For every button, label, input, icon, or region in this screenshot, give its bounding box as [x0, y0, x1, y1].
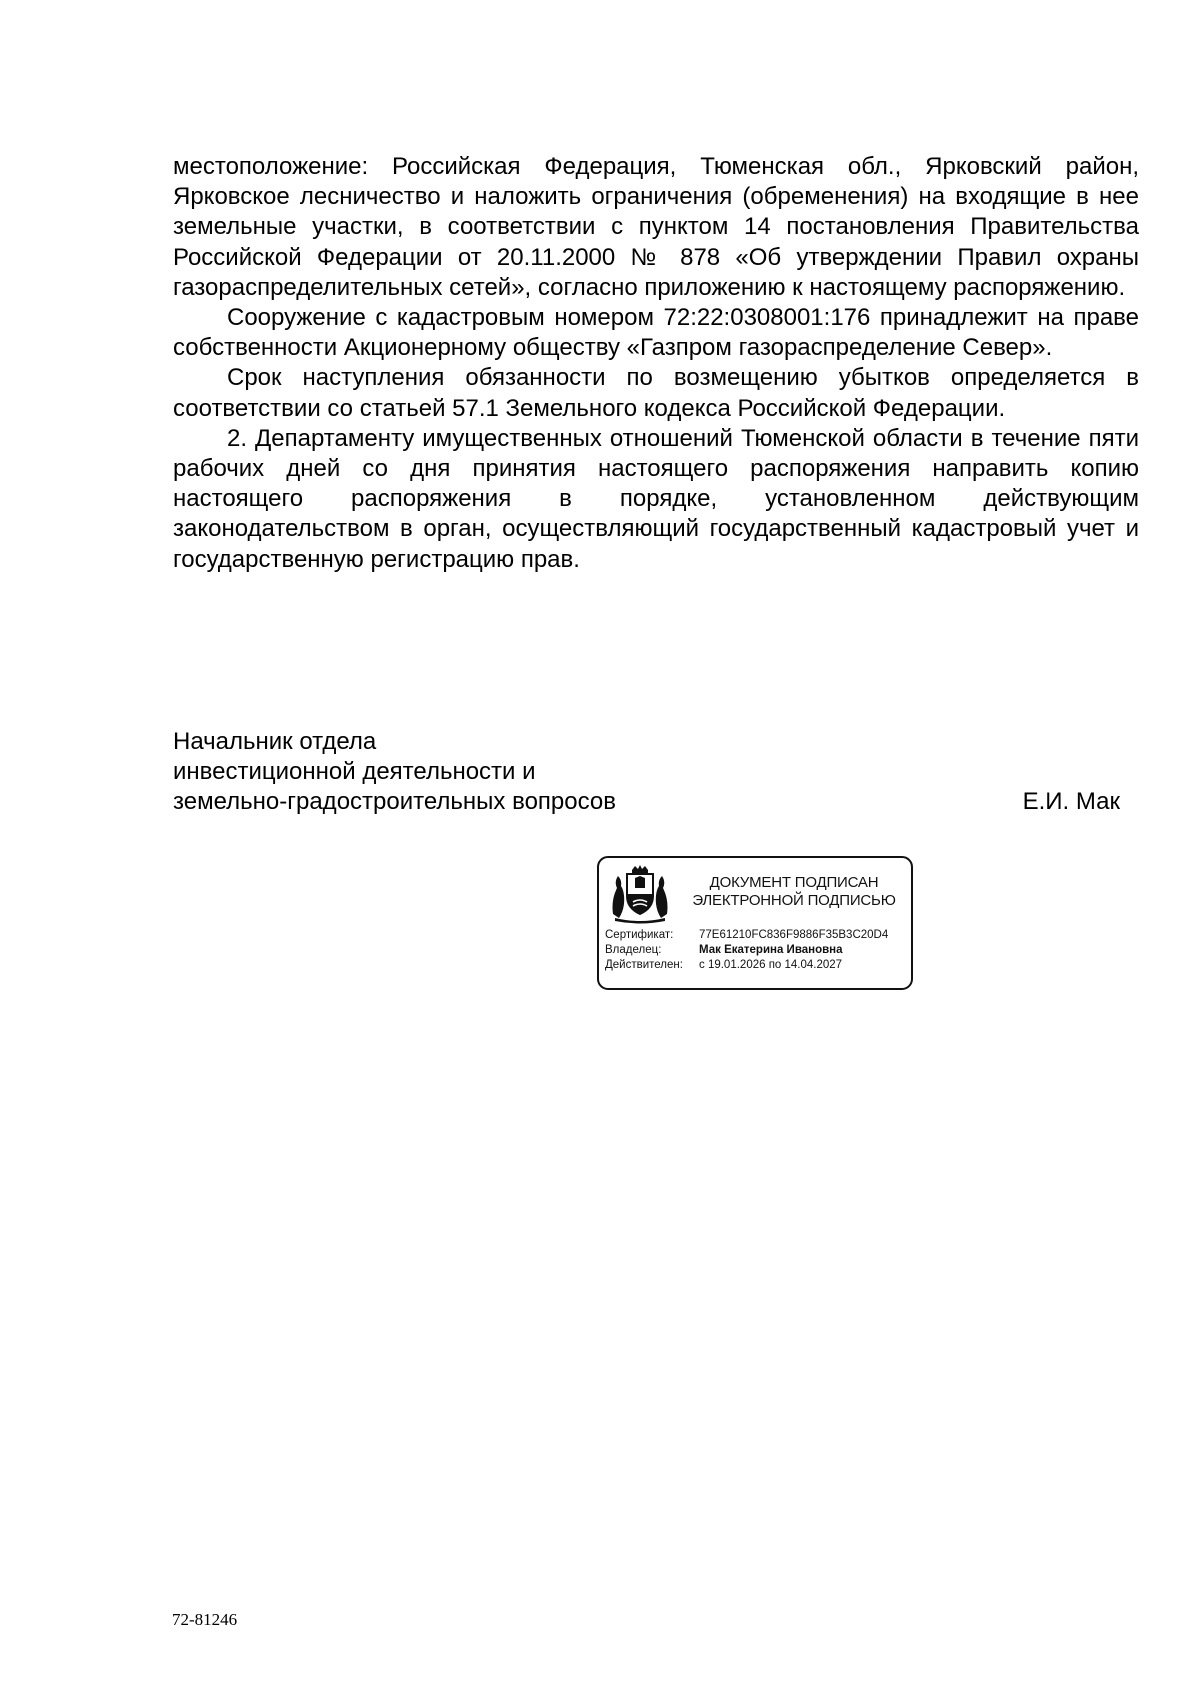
- certificate-value: 77E61210FC836F9886F35B3C20D4: [699, 929, 889, 941]
- owner-value: Мак Екатерина Ивановна: [699, 944, 843, 956]
- valid-label: Действителен:: [605, 959, 683, 971]
- stamp-certificate-row: [605, 928, 888, 942]
- signer-name: Е.И. Мак: [1022, 788, 1120, 815]
- stamp-title-line-1: ДОКУМЕНТ ПОДПИСАН: [709, 874, 879, 891]
- tyumen-coat-of-arms-icon: [605, 864, 675, 924]
- certificate-label: Сертификат:: [605, 929, 674, 941]
- valid-value: с 19.01.2026 по 14.04.2027: [699, 959, 843, 971]
- body-paragraph-2: Сооружение с кадастровым номером 72:22:0308001:176 принадлежит на праве собственности Акционерному обществу «Газпром газораспределение Север».: [173, 304, 1139, 362]
- stamp-title-line-2: ЭЛЕКТРОННОЙ ПОДПИСЬЮ: [692, 892, 896, 909]
- stamp-validity-row: [605, 958, 842, 972]
- electronic-signature-stamp: [597, 856, 913, 990]
- stamp-title: [681, 874, 907, 910]
- document-body: [173, 152, 1139, 575]
- stamp-owner-row: [605, 943, 843, 957]
- signer-position-line-3: земельно-градостроительных вопросов: [173, 788, 616, 815]
- signer-position-line-2: инвестиционной деятельности и: [173, 758, 536, 785]
- signer-position-line-1: Начальник отдела: [173, 728, 377, 755]
- signature-block: [173, 727, 1133, 817]
- body-paragraph-1: местоположение: Российская Федерация, Тюменская обл., Ярковский район, Ярковское лесничество и наложить ограничения (обременения) на входящие в нее земельные участки, в соответствии с пунктом 14 постановления Правительства Российской Федерации от 20.11.2000 № 878 «Об утверждении Правил охраны газораспределительных сетей», согласно приложению к настоящему распоряжению.: [173, 153, 1139, 301]
- document-number: 72-81246: [172, 1610, 238, 1629]
- owner-label: Владелец:: [605, 944, 662, 956]
- body-paragraph-4: 2. Департаменту имущественных отношений Тюменской области в течение пяти рабочих дней со дня принятия настоящего распоряжения направить копию настоящего распоряжения в порядке, установленном действующим законодательством в орган, осуществляющий государственный кадастровый учет и государственную регистрацию прав.: [173, 424, 1139, 573]
- body-paragraph-3: Срок наступления обязанности по возмещению убытков определяется в соответствии со статьей 57.1 Земельного кодекса Российской Федерации.: [173, 364, 1139, 422]
